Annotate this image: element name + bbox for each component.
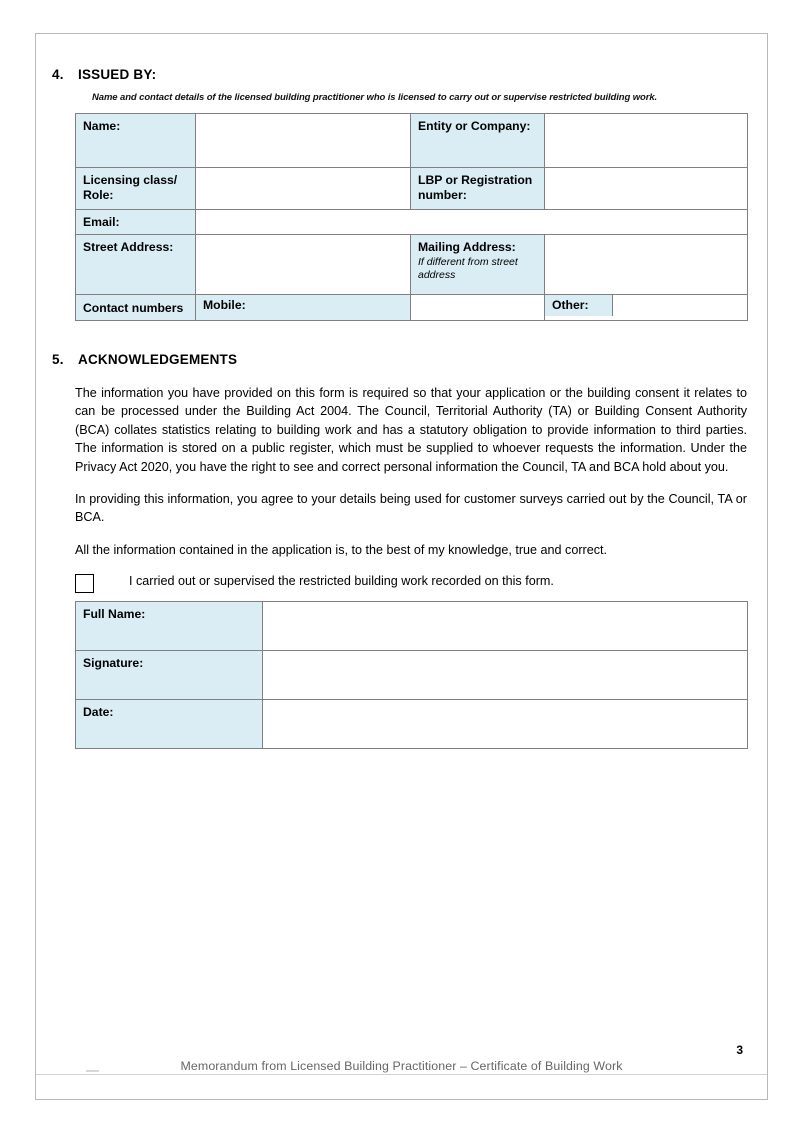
document-page	[35, 33, 768, 1100]
input-signature[interactable]	[263, 651, 748, 700]
label-mailing-address	[411, 234, 545, 294]
input-licensing-class-role[interactable]	[196, 168, 411, 210]
label-signature: Signature:	[76, 651, 263, 700]
input-full-name[interactable]	[263, 602, 748, 651]
input-email[interactable]	[196, 210, 748, 235]
label-licensing-class-role: Licensing class/ Role:	[76, 168, 196, 210]
section-acknowledgements-title: ACKNOWLEDGEMENTS	[78, 352, 238, 367]
label-full-name: Full Name:	[76, 602, 263, 651]
acknowledgements-paragraph-2: In providing this information, you agree to your details being used for customer surveys carried out by the Council, TA or BCA.	[75, 491, 747, 525]
input-name[interactable]	[196, 114, 411, 168]
section-issued-by	[52, 67, 752, 103]
other-cell-group	[545, 294, 748, 320]
table-row-signature	[76, 651, 748, 700]
section-acknowledgements	[52, 352, 752, 367]
section-issued-by-subtitle: Name and contact details of the licensed building practitioner who is licensed to carry out or supervise restricted building work.	[92, 92, 658, 103]
footer-divider	[36, 1074, 767, 1075]
declaration-checkbox-label: I carried out or supervised the restricted building work recorded on this form.	[129, 574, 554, 588]
table-row-licensing-class	[76, 168, 748, 210]
label-name: Name:	[76, 114, 196, 168]
table-row-date	[76, 700, 748, 749]
input-lbp-or-registration-number[interactable]	[545, 168, 748, 210]
section-acknowledgements-number: 5.	[52, 352, 64, 367]
section-issued-by-number: 4.	[52, 67, 64, 82]
input-mobile[interactable]	[411, 294, 545, 320]
label-street-address: Street Address:	[76, 234, 196, 294]
label-other: Other:	[545, 295, 613, 316]
input-mailing-address[interactable]	[545, 234, 748, 294]
footer-text: Memorandum from Licensed Building Practitioner – Certificate of Building Work	[180, 1059, 623, 1073]
page-content	[36, 34, 767, 1099]
label-email: Email:	[76, 210, 196, 235]
declaration-checkbox-row	[75, 573, 747, 593]
table-row-name	[76, 114, 748, 168]
input-date[interactable]	[263, 700, 748, 749]
table-row-full-name	[76, 602, 748, 651]
label-entity-or-company: Entity or Company:	[411, 114, 545, 168]
page-number: 3	[736, 1043, 743, 1057]
declaration-table	[75, 601, 748, 749]
label-date: Date:	[76, 700, 263, 749]
label-lbp-or-registration-number: LBP or Registration number:	[411, 168, 545, 210]
section-issued-by-heading	[52, 67, 752, 82]
input-other[interactable]	[613, 295, 748, 316]
section-issued-by-title: ISSUED BY:	[78, 67, 157, 82]
table-row-email	[76, 210, 748, 235]
input-street-address[interactable]	[196, 234, 411, 294]
table-row-contact-numbers	[76, 294, 748, 320]
label-mobile: Mobile:	[196, 294, 411, 320]
label-mailing-address-hint: If different from street address	[418, 255, 518, 281]
table-row-address	[76, 234, 748, 294]
acknowledgements-body	[36, 384, 769, 593]
section-acknowledgements-heading	[52, 352, 752, 367]
declaration-checkbox[interactable]	[75, 574, 94, 593]
issued-by-table	[75, 113, 748, 321]
acknowledgements-paragraph-3: All the information contained in the application is, to the best of my knowledge, true and correct.	[75, 542, 608, 557]
input-entity-or-company[interactable]	[545, 114, 748, 168]
label-mailing-address-text: Mailing Address:	[418, 239, 516, 254]
acknowledgements-paragraph-1: The information you have provided on this form is required so that your application or the building consent it relates to can be processed under the Building Act 2004. The Council, Territorial Authority (TA) or Building Consent Authority (BCA) collates statistics relating to building work and has a statutory obligation to provide information to third parties. The information is stored on a public register, which must be supplied to whoever requests the information. Under the Privacy Act 2020, you have the right to see and correct personal information the Council, TA and BCA hold about you.	[75, 386, 747, 474]
label-contact-numbers: Contact numbers	[76, 294, 196, 320]
